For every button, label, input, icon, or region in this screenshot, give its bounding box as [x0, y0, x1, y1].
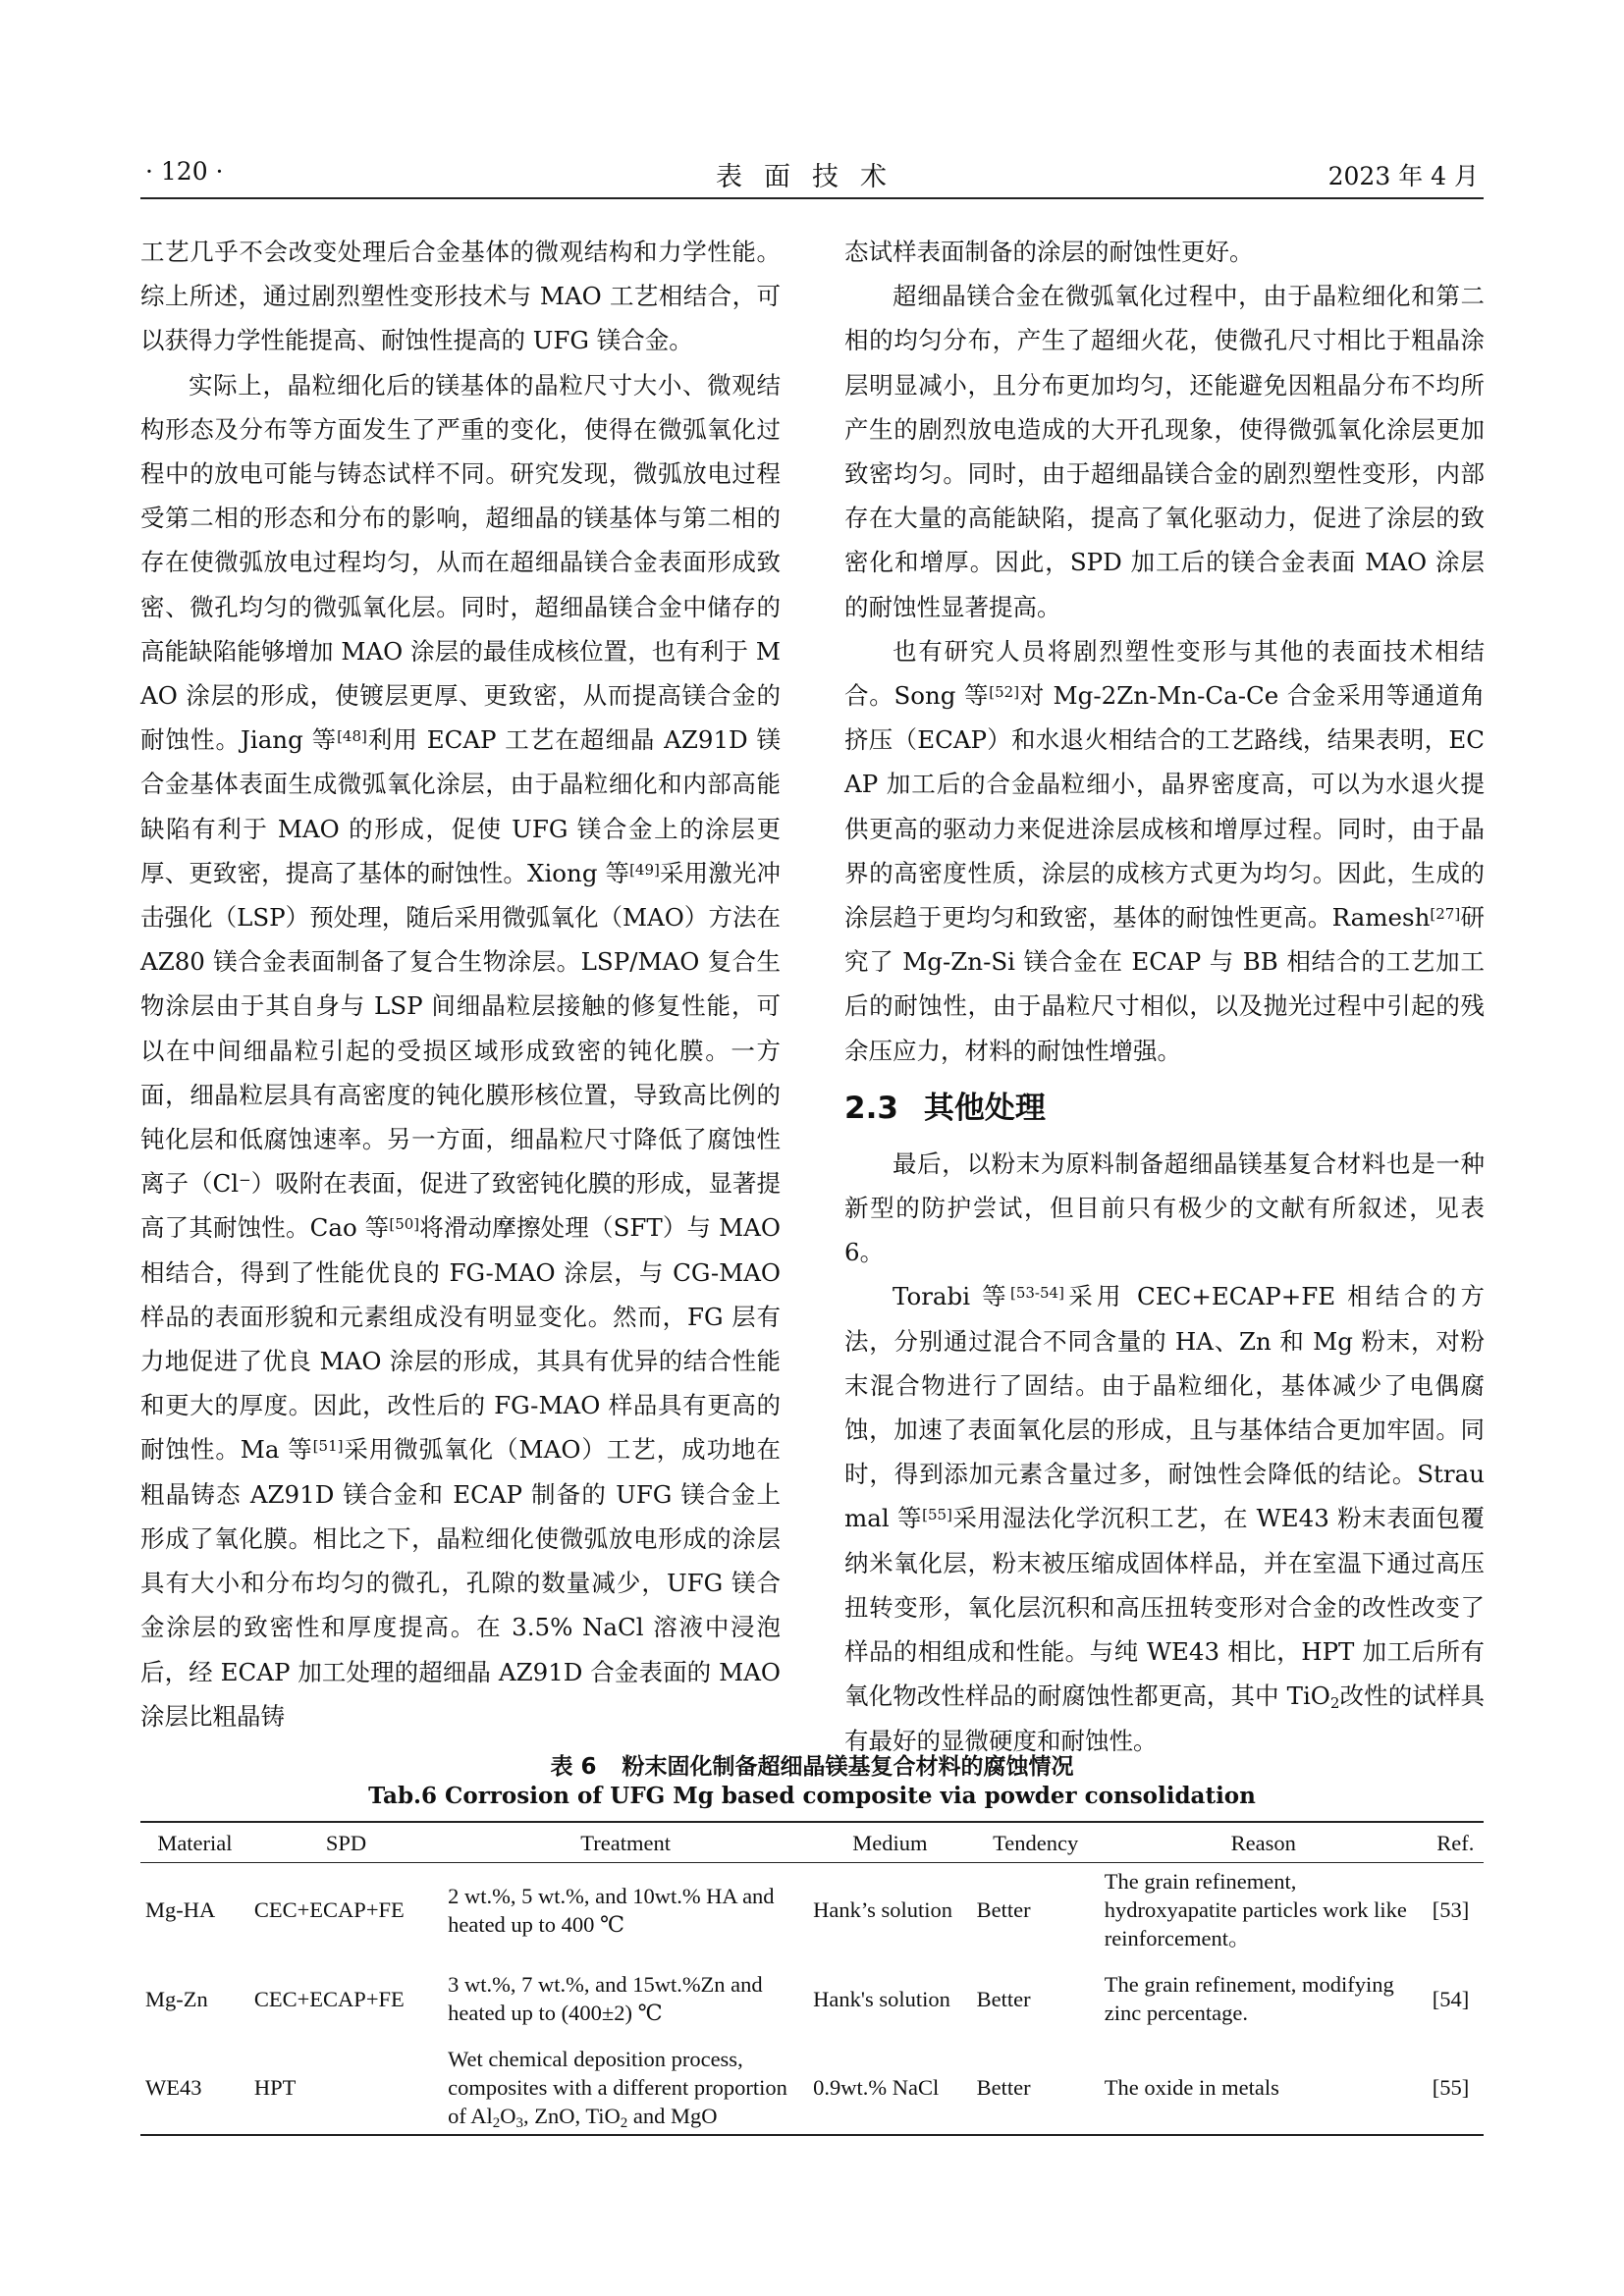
text-run: 采用微弧氧化（MAO）工艺，成功地在粗晶铸态 AZ91D 镁合金和 ECAP 制备的 UFG 镁合金上形成了氧化膜。相比之下，晶粒细化使微弧放电形成的涂层具有大小和分布均匀的微孔，孔隙的数量减少，UFG 镁合金涂层的致密性和厚度提高。在 3.5% NaCl 溶液中浸泡后，经 ECAP 加工处理的超细晶 AZ91D 合金表面的 MAO 涂层比粗晶铸	[140, 1435, 781, 1731]
cell-ref: [53]	[1432, 1897, 1470, 1922]
right-paragraph-2: 超细晶镁合金在微弧氧化过程中，由于晶粒细化和第二相的均匀分布，产生了超细火花，使微孔尺寸相比于粗晶涂层明显减小，且分布更加均匀，还能避免因粗晶分布不均所产生的剧烈放电造成的大开孔现象，使得微弧氧化涂层更加致密均匀。同时，由于超细晶镁合金的剧烈塑性变形，内部存在大量的高能缺陷，提高了氧化驱动力，促进了涂层的致密化和增厚。因此，SPD 加工后的镁合金表面 MAO 涂层的耐蚀性显著提高。	[844, 282, 1485, 621]
text-run: 对 Mg-2Zn-Mn-Ca-Ce 合金采用等通道角挤压（ECAP）和水退火相结合的工艺路线，结果表明，ECAP 加工后的合金晶粒细小，晶界密度高，可以为水退火提供更高的驱动力来促进涂层成核和增厚过程。同时，由于晶界的高密度性质，涂层的成核方式更为均匀。因此，生成的涂层趋于更均匀和致密，基体的耐蚀性更高。Ramesh	[844, 681, 1485, 933]
text-run: 改性的试样具有最好的显微硬度和耐蚀性。	[844, 1682, 1485, 1755]
citation: [52]	[989, 683, 1020, 702]
right-paragraph-1: 态试样表面制备的涂层的耐蚀性更好。	[844, 238, 1254, 266]
text-run: and MgO	[627, 2104, 718, 2128]
subscript: 2	[620, 2115, 628, 2131]
cell-tendency: Better	[976, 1986, 1031, 2011]
cell-spd: CEC+ECAP+FE	[253, 1986, 405, 2011]
text-run: 采用 CEC+ECAP+FE 相结合的方法，分别通过混合不同含量的 HA、Zn 和 Mg 粉末，对粉末混合物进行了固结。由于晶粒细化，基体减少了电偶腐蚀，加速了表面氧化层的形成，且与基体结合更加牢固。同时，得到添加元素含量过多，耐蚀性会降低的结论。Straumal 等	[844, 1282, 1485, 1533]
right-column	[844, 230, 1485, 1763]
citation: [27]	[1430, 905, 1461, 924]
superscript-minus: −	[239, 1171, 251, 1190]
text-run: , ZnO, TiO	[522, 2104, 621, 2128]
right-paragraph-3	[844, 629, 1485, 1073]
cell-ref: [55]	[1428, 2041, 1484, 2135]
text-run: 采用激光冲击强化（LSP）预处理，随后采用微弧氧化（MAO）方法在 AZ80 镁合金表面制备了复合生物涂层。LSP/MAO 复合生物涂层由于其自身与 LSP 间细晶粒层接触的修复性能，可以在中间细晶粒引起的受损区域形成致密的钝化膜。一方面，细晶粒层具有高密度的钝化膜形核位置，导致高比例的钝化层和低腐蚀速率。另一方面，细晶粒尺寸降低了腐蚀性离子（Cl	[140, 858, 782, 1199]
col-header: Medium	[808, 1822, 971, 1863]
text-run: ）吸附在表面，促进了致密钝化膜的形成，显著提高了其耐蚀性。Cao 等	[140, 1169, 781, 1243]
citation: [51]	[312, 1437, 344, 1456]
cell-tendency: Better	[972, 2041, 1100, 2135]
cell-spd: CEC+ECAP+FE	[253, 1897, 405, 1922]
cell-reason: The grain refinement, modifying zinc percentage.	[1104, 1972, 1394, 2025]
left-column	[140, 230, 781, 1738]
cell-treatment: 3 wt.%, 7 wt.%, and 15wt.%Zn and heated up to (400±2) ℃	[448, 1972, 763, 2025]
right-paragraph-5	[844, 1274, 1485, 1762]
cell-treatment	[443, 2041, 808, 2135]
subscript: 3	[515, 2115, 523, 2131]
cell-reason: The grain refinement, hydroxyapatite particles work like reinforcement。	[1104, 1869, 1407, 1950]
citation: [53-54]	[1009, 1284, 1064, 1303]
table-caption-en: Tab.6 Corrosion of UFG Mg based composite via powder consolidation	[368, 1783, 1256, 1809]
col-header: Treatment	[443, 1822, 808, 1863]
citation: [55]	[922, 1506, 952, 1524]
col-header: SPD	[249, 1822, 443, 1863]
text-run: Torabi 等	[893, 1282, 1010, 1311]
table-caption-zh	[0, 1748, 1624, 1781]
text-run: 将滑动摩擦处理（SFT）与 MAO 相结合，得到了性能优良的 FG-MAO 涂层，与 CG-MAO 样品的表面形貌和元素组成没有明显变化。然而，FG 层有力地促进了优良 MAO 涂层的形成，其具有优异的结合性能和更大的厚度。因此，改性后的 FG-MAO 样品具有更高的耐蚀性。Ma 等	[140, 1213, 782, 1465]
cell-material: Mg-HA	[145, 1897, 216, 1922]
cell-medium: 0.9wt.% NaCl	[808, 2041, 971, 2135]
cell-reason: The oxide in metals	[1100, 2041, 1428, 2135]
citation: [49]	[629, 860, 660, 879]
cell-material: Mg-Zn	[145, 1986, 208, 2011]
table-row	[140, 1863, 1484, 1957]
section-number: 2.3	[844, 1090, 898, 1126]
col-header: Tendency	[972, 1822, 1100, 1863]
text-run: 实际上，晶粒细化后的镁基体的晶粒尺寸大小、微观结构形态及分布等方面发生了严重的变化，使得在微弧氧化过程中的放电可能与铸态试样不同。研究发现，微弧放电过程受第二相的形态和分布的影响，超细晶的镁基体与第二相的存在使微弧放电过程均匀，从而在超细晶镁合金表面形成致密、微孔均匀的微弧氧化层。同时，超细晶镁合金中储存的高能缺陷能够增加 MAO 涂层的最佳成核位置，也有利于 MAO 涂层的形成，使镀层更厚、更致密，从而提高镁合金的耐蚀性。Jiang 等	[140, 370, 781, 755]
text-run: 利用 ECAP 工艺在超细晶 AZ91D 镁合金基体表面生成微弧氧化涂层，由于晶粒细化和内部高能缺陷有利于 MAO 的形成，促使 UFG 镁合金上的涂层更厚、更致密，提高了基体的耐蚀性。Xiong 等	[140, 725, 781, 887]
page-number: · 120 ·	[145, 157, 224, 186]
text-run: O	[500, 2104, 516, 2128]
table-label: 表 6	[550, 1754, 597, 1780]
cell-material: WE43	[140, 2041, 249, 2135]
table-header-row	[140, 1822, 1484, 1863]
header-rule	[140, 197, 1484, 199]
left-paragraph-1: 工艺几乎不会改变处理后合金基体的微观结构和力学性能。综上所述，通过剧烈塑性变形技术与 MAO 工艺相结合，可以获得力学性能提高、耐蚀性提高的 UFG 镁合金。	[140, 238, 781, 355]
cell-tendency: Better	[976, 1897, 1031, 1922]
text-run: Wet chemical deposition process, composites with a different proportion of Al	[448, 2047, 787, 2128]
corrosion-table	[140, 1821, 1484, 2136]
issue-date: 2023 年 4 月	[1327, 162, 1479, 190]
subscript: 2	[492, 2115, 501, 2131]
citation: [50]	[389, 1215, 420, 1234]
text-run: 也有研究人员将剧烈塑性变形与其他的表面技术相结合。Song 等	[844, 636, 1485, 711]
subscript: 2	[1329, 1694, 1340, 1713]
section-heading	[844, 1087, 1485, 1130]
cell-medium: Hank's solution	[813, 1986, 950, 2011]
cell-ref: [54]	[1432, 1986, 1470, 2011]
text-run: 研究了 Mg-Zn-Si 镁合金在 ECAP 与 BB 相结合的工艺加工后的耐蚀性，由于晶粒尺寸相似，以及抛光过程中引起的残余压应力，材料的耐蚀性增强。	[844, 903, 1486, 1065]
table-title-zh: 粉末固化制备超细晶镁基复合材料的腐蚀情况	[622, 1754, 1074, 1780]
cell-spd: HPT	[249, 2041, 443, 2135]
left-paragraph-2	[140, 363, 781, 1738]
cell-medium: Hank’s solution	[813, 1897, 953, 1922]
cell-treatment: 2 wt.%, 5 wt.%, and 10wt.% HA and heated up to 400 ℃	[448, 1883, 775, 1937]
table-row	[140, 1956, 1484, 2041]
journal-title: 表面技术	[716, 162, 908, 192]
col-header: Reason	[1100, 1822, 1428, 1863]
col-header: Material	[140, 1822, 249, 1863]
text-run: 采用湿法化学沉积工艺，在 WE43 粉末表面包覆纳米氧化层，粉末被压缩成固体样品，并在室温下通过高压扭转变形，氧化层沉积和高压扭转变形对合金的改性改变了样品的相组成和性能。与纯 WE43 相比，HPT 加工后所有氧化物改性样品的耐腐蚀性都更高，其中 TiO	[844, 1504, 1485, 1711]
citation: [48]	[337, 727, 367, 746]
right-paragraph-4: 最后，以粉末为原料制备超细晶镁基复合材料也是一种新型的防护尝试，但目前只有极少的文献有所叙述，见表 6。	[844, 1148, 1485, 1267]
table-row	[140, 2041, 1484, 2135]
col-header: Ref.	[1428, 1822, 1484, 1863]
section-title: 其他处理	[923, 1090, 1046, 1126]
